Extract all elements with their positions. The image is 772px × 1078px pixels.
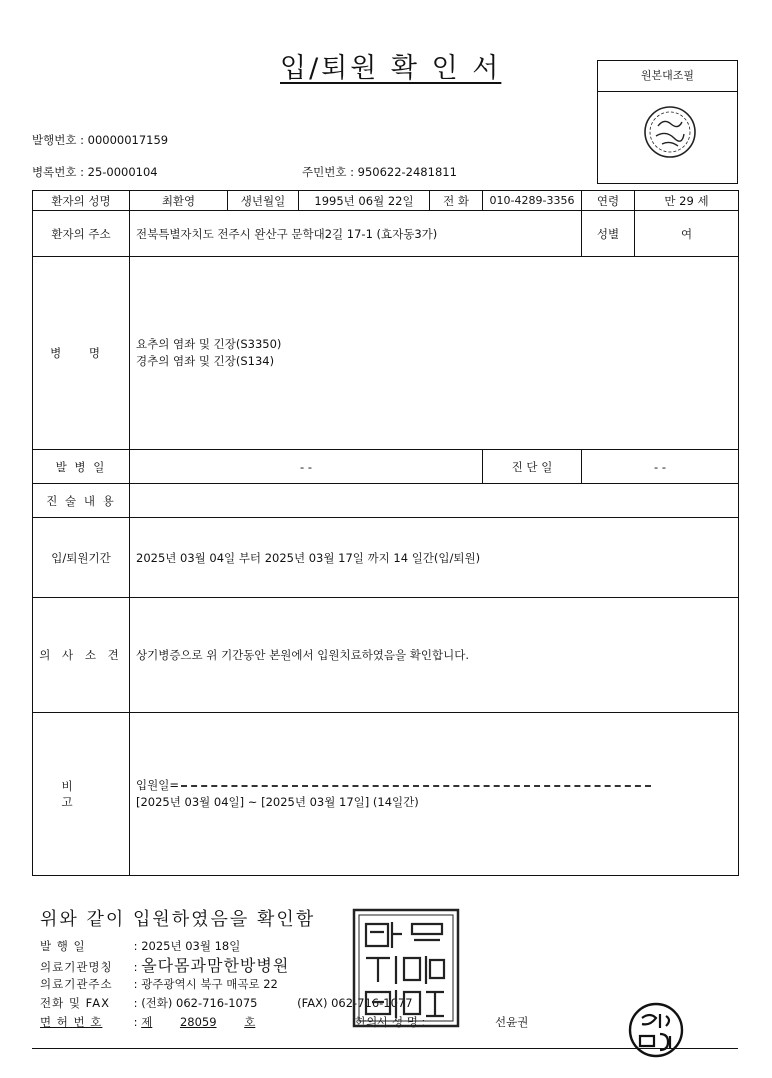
hospital-stamp-icon — [352, 908, 460, 1028]
remarks-line: [2025년 03월 04일] ~ [2025년 03월 17일] (14일간) — [136, 795, 419, 809]
record-number: 병록번호 : 25-0000104 — [32, 165, 158, 179]
diagnosis-value: - - — [582, 450, 739, 484]
hospital-address-label: 의료기관주소 — [40, 977, 113, 991]
certificate-table — [32, 190, 739, 876]
hospital-name-label: 의료기관명칭 — [40, 960, 113, 974]
resident-number-label: 주민번호 — [302, 165, 347, 179]
statement-label: 진 술 내 용 — [33, 484, 130, 518]
opinion-label: 의 사 소 견 — [33, 598, 130, 713]
document-title: 입/퇴원 확 인 서 — [280, 53, 502, 84]
statement-value — [130, 484, 739, 518]
age-label: 연령 — [582, 191, 635, 211]
doctor-name: 선윤권 — [495, 1015, 529, 1029]
license-suffix: 호 — [244, 1015, 256, 1029]
record-number-label: 병록번호 — [32, 165, 77, 179]
hospital-name: 올다몸과맘한방병원 — [141, 956, 290, 975]
license-prefix: 제 — [141, 1015, 153, 1029]
issue-number: 발행번호 : 00000017159 — [32, 133, 169, 147]
address-label: 환자의 주소 — [33, 211, 130, 257]
remarks-line-text: 입원일= — [136, 778, 179, 792]
patient-phone: 010-4289-3356 — [483, 191, 582, 211]
original-check-label: 원본대조필 — [598, 61, 737, 92]
birth-date: 1995년 06월 22일 — [299, 191, 430, 211]
patient-name-label: 환자의 성명 — [33, 191, 130, 211]
patient-address: 전북특별자치도 전주시 완산구 문학대2길 17-1 (효자동3가) — [130, 211, 582, 257]
resident-number-value: 950622-2481811 — [357, 165, 457, 179]
period-label: 입/퇴원기간 — [33, 518, 130, 598]
phone-fax-label: 전화 및 FAX — [40, 996, 110, 1010]
license-row: 면 허 번 호 : 제 28059 호 한의사 성 명 : 선윤권 — [40, 1013, 740, 1032]
diagnosis-label: 진 단 일 — [483, 450, 582, 484]
patient-age: 만 29 세 — [635, 191, 739, 211]
issue-date-row: 발 행 일 : 2025년 03월 18일 — [40, 937, 740, 956]
patient-name: 최환영 — [130, 191, 228, 211]
opinion-value: 상기병증으로 위 기간동안 본원에서 입원치료하였음을 확인합니다. — [130, 598, 739, 713]
onset-label: 발 병 일 — [33, 450, 130, 484]
license-label: 면 허 번 호 — [40, 1015, 103, 1029]
onset-value: - - — [130, 450, 483, 484]
issue-number-value: 00000017159 — [87, 133, 169, 147]
doctor-label: 한의사 성 명 : — [354, 1015, 426, 1029]
hospital-fax: (FAX) 062-716-1077 — [297, 996, 413, 1010]
record-number-value: 25-0000104 — [87, 165, 158, 179]
remarks-cell — [130, 713, 739, 876]
remarks-label: 비 고 — [33, 713, 130, 876]
disease-line: 요추의 염좌 및 긴장(S3350) — [136, 337, 282, 351]
resident-number: 주민번호 : 950622-2481811 — [302, 165, 457, 179]
phone-fax-row: 전화 및 FAX : (전화) 062-716-1075 (FAX) 062-716-1077 — [40, 994, 740, 1013]
original-seal-icon — [640, 102, 700, 162]
license-number: 28059 — [179, 1015, 217, 1029]
disease-label: 병 명 — [33, 257, 130, 450]
hospital-phone: (전화) 062-716-1075 — [141, 996, 258, 1010]
dashed-divider — [181, 785, 651, 787]
issue-number-label: 발행번호 — [32, 133, 77, 147]
birth-label: 생년월일 — [228, 191, 299, 211]
hospital-address-row: 의료기관주소 : 광주광역시 북구 매곡로 22 — [40, 975, 740, 994]
issue-date: 2025년 03월 18일 — [141, 939, 241, 953]
sex-label: 성별 — [582, 211, 635, 257]
patient-sex: 여 — [635, 211, 739, 257]
phone-label: 전 화 — [430, 191, 483, 211]
hospital-name-row: 의료기관명칭 : 올다몸과맘한방병원 — [40, 956, 290, 975]
bottom-rule — [32, 1048, 738, 1049]
hospital-address: 광주광역시 북구 매곡로 22 — [141, 977, 278, 991]
disease-cell — [130, 257, 739, 450]
remarks-line — [136, 777, 732, 794]
doctor-seal-icon — [620, 1000, 690, 1060]
issue-date-label: 발 행 일 — [40, 939, 86, 953]
period-value: 2025년 03월 04일 부터 2025년 03월 17일 까지 14 일간(입/퇴원) — [130, 518, 739, 598]
disease-line: 경추의 염좌 및 긴장(S134) — [136, 354, 275, 368]
confirm-statement: 위와 같이 입원하였음을 확인함 — [40, 909, 316, 930]
